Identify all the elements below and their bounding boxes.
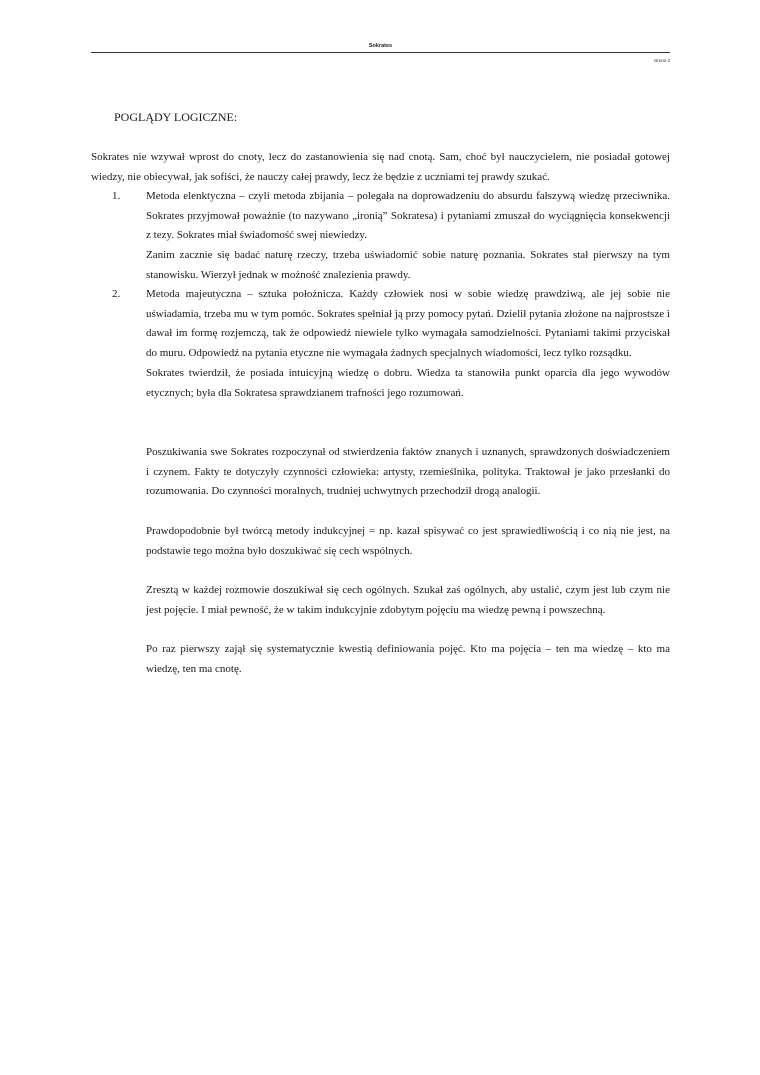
body-paragraph: Prawdopodobnie był twórcą metody indukcyjnej = np. kazał spisywać co jest sprawiedliwością i co nią nie jest, na podstawie tego można było doszukiwać się cech wspólnych. [146, 525, 670, 557]
body-paragraph: Po raz pierwszy zajął się systematycznie kwestią definiowania pojęć. Kto ma pojęcia – ten ma wiedzę – kto ma wiedzę, ten ma cnotę. [146, 643, 670, 675]
list-item-paragraph: Metoda elenktyczna – czyli metoda zbijania – polegała na doprowadzeniu do absurdu fałszywą wiedzę przeciwnika. Sokrates przyjmował poważnie (to nazywano „ironią” Sokratesa) i pytaniami zmuszał do wyciągnięcia konsekwencji z tezy. Sokrates miał świadomość swej niewiedzy. [146, 190, 670, 242]
intro-paragraph: Sokrates nie wzywał wprost do cnoty, lecz do zastanowienia się nad cnotą. Sam, choć był nauczycielem, nie posiadał gotowej wiedzy, nie obiecywał, jak sofiści, że nauczy całej prawdy, lecz że będzie z uczniami tej prawdy szukać. [91, 151, 670, 183]
body-paragraph: Zresztą w każdej rozmowie doszukiwał się cech ogólnych. Szukał zaś ogólnych, aby ustalić, czym jest lub czym nie jest pojęcie. I miał pewność, że w takim indukcyjnie zdobytym pojęciu ma wiedzę pewną i powszechną. [146, 584, 670, 616]
list-item-paragraph: Sokrates twierdził, że posiada intuicyjną wiedzę o dobru. Wiedza ta stanowiła punkt oparcia dla jego wywodów etycznych; była dla Sokratesa sprawdzianem trafności jego rozumowań. [146, 366, 670, 399]
list-item-body [146, 285, 670, 403]
header-rule [91, 52, 670, 53]
list-item-paragraph: Metoda majeutyczna – sztuka położnicza. Każdy człowiek nosi w sobie wiedzę prawdziwą, ale jej sobie nie uświadamia, trzeba mu w tym pomóc. Sokrates spełniał ją przy pomocy pytań. Dzielił pytania złożone na najprostsze i dawał im formę rozjemczą, tak że odpowiedź niewiele tylko wymagała samodzielności. Pytaniami takimi przyciskał do muru. Odpowiedź na pytania etyczne nie wymagała żadnych specjalnych wiadomości, lecz tylko rozsądku. [146, 288, 670, 360]
section-heading: POGLĄDY LOGICZNE: [114, 110, 238, 124]
running-header: Sokrates [368, 43, 393, 49]
list-item-number: 2. [112, 288, 121, 300]
page-number: strona 2 [653, 58, 670, 63]
list-item-body [146, 187, 670, 286]
body-paragraph: Poszukiwania swe Sokrates rozpoczynał od stwierdzenia faktów znanych i uznanych, sprawdzonych doświadczeniem i czynem. Fakty te dotyczyły czynności człowieka: artysty, rzemieślnika, polityka. Traktował je jako przesłanki do rozumowania. Do czynności moralnych, trudniej uchwytnych przechodził drogą analogii. [146, 446, 670, 498]
list-item-number: 1. [112, 190, 121, 202]
list-item-paragraph: Zanim zacznie się badać naturę rzeczy, trzeba uświadomić sobie naturę poznania. Sokrates stał pierwszy na tym stanowisku. Wierzył jednak w możność znalezienia prawdy. [146, 249, 670, 281]
